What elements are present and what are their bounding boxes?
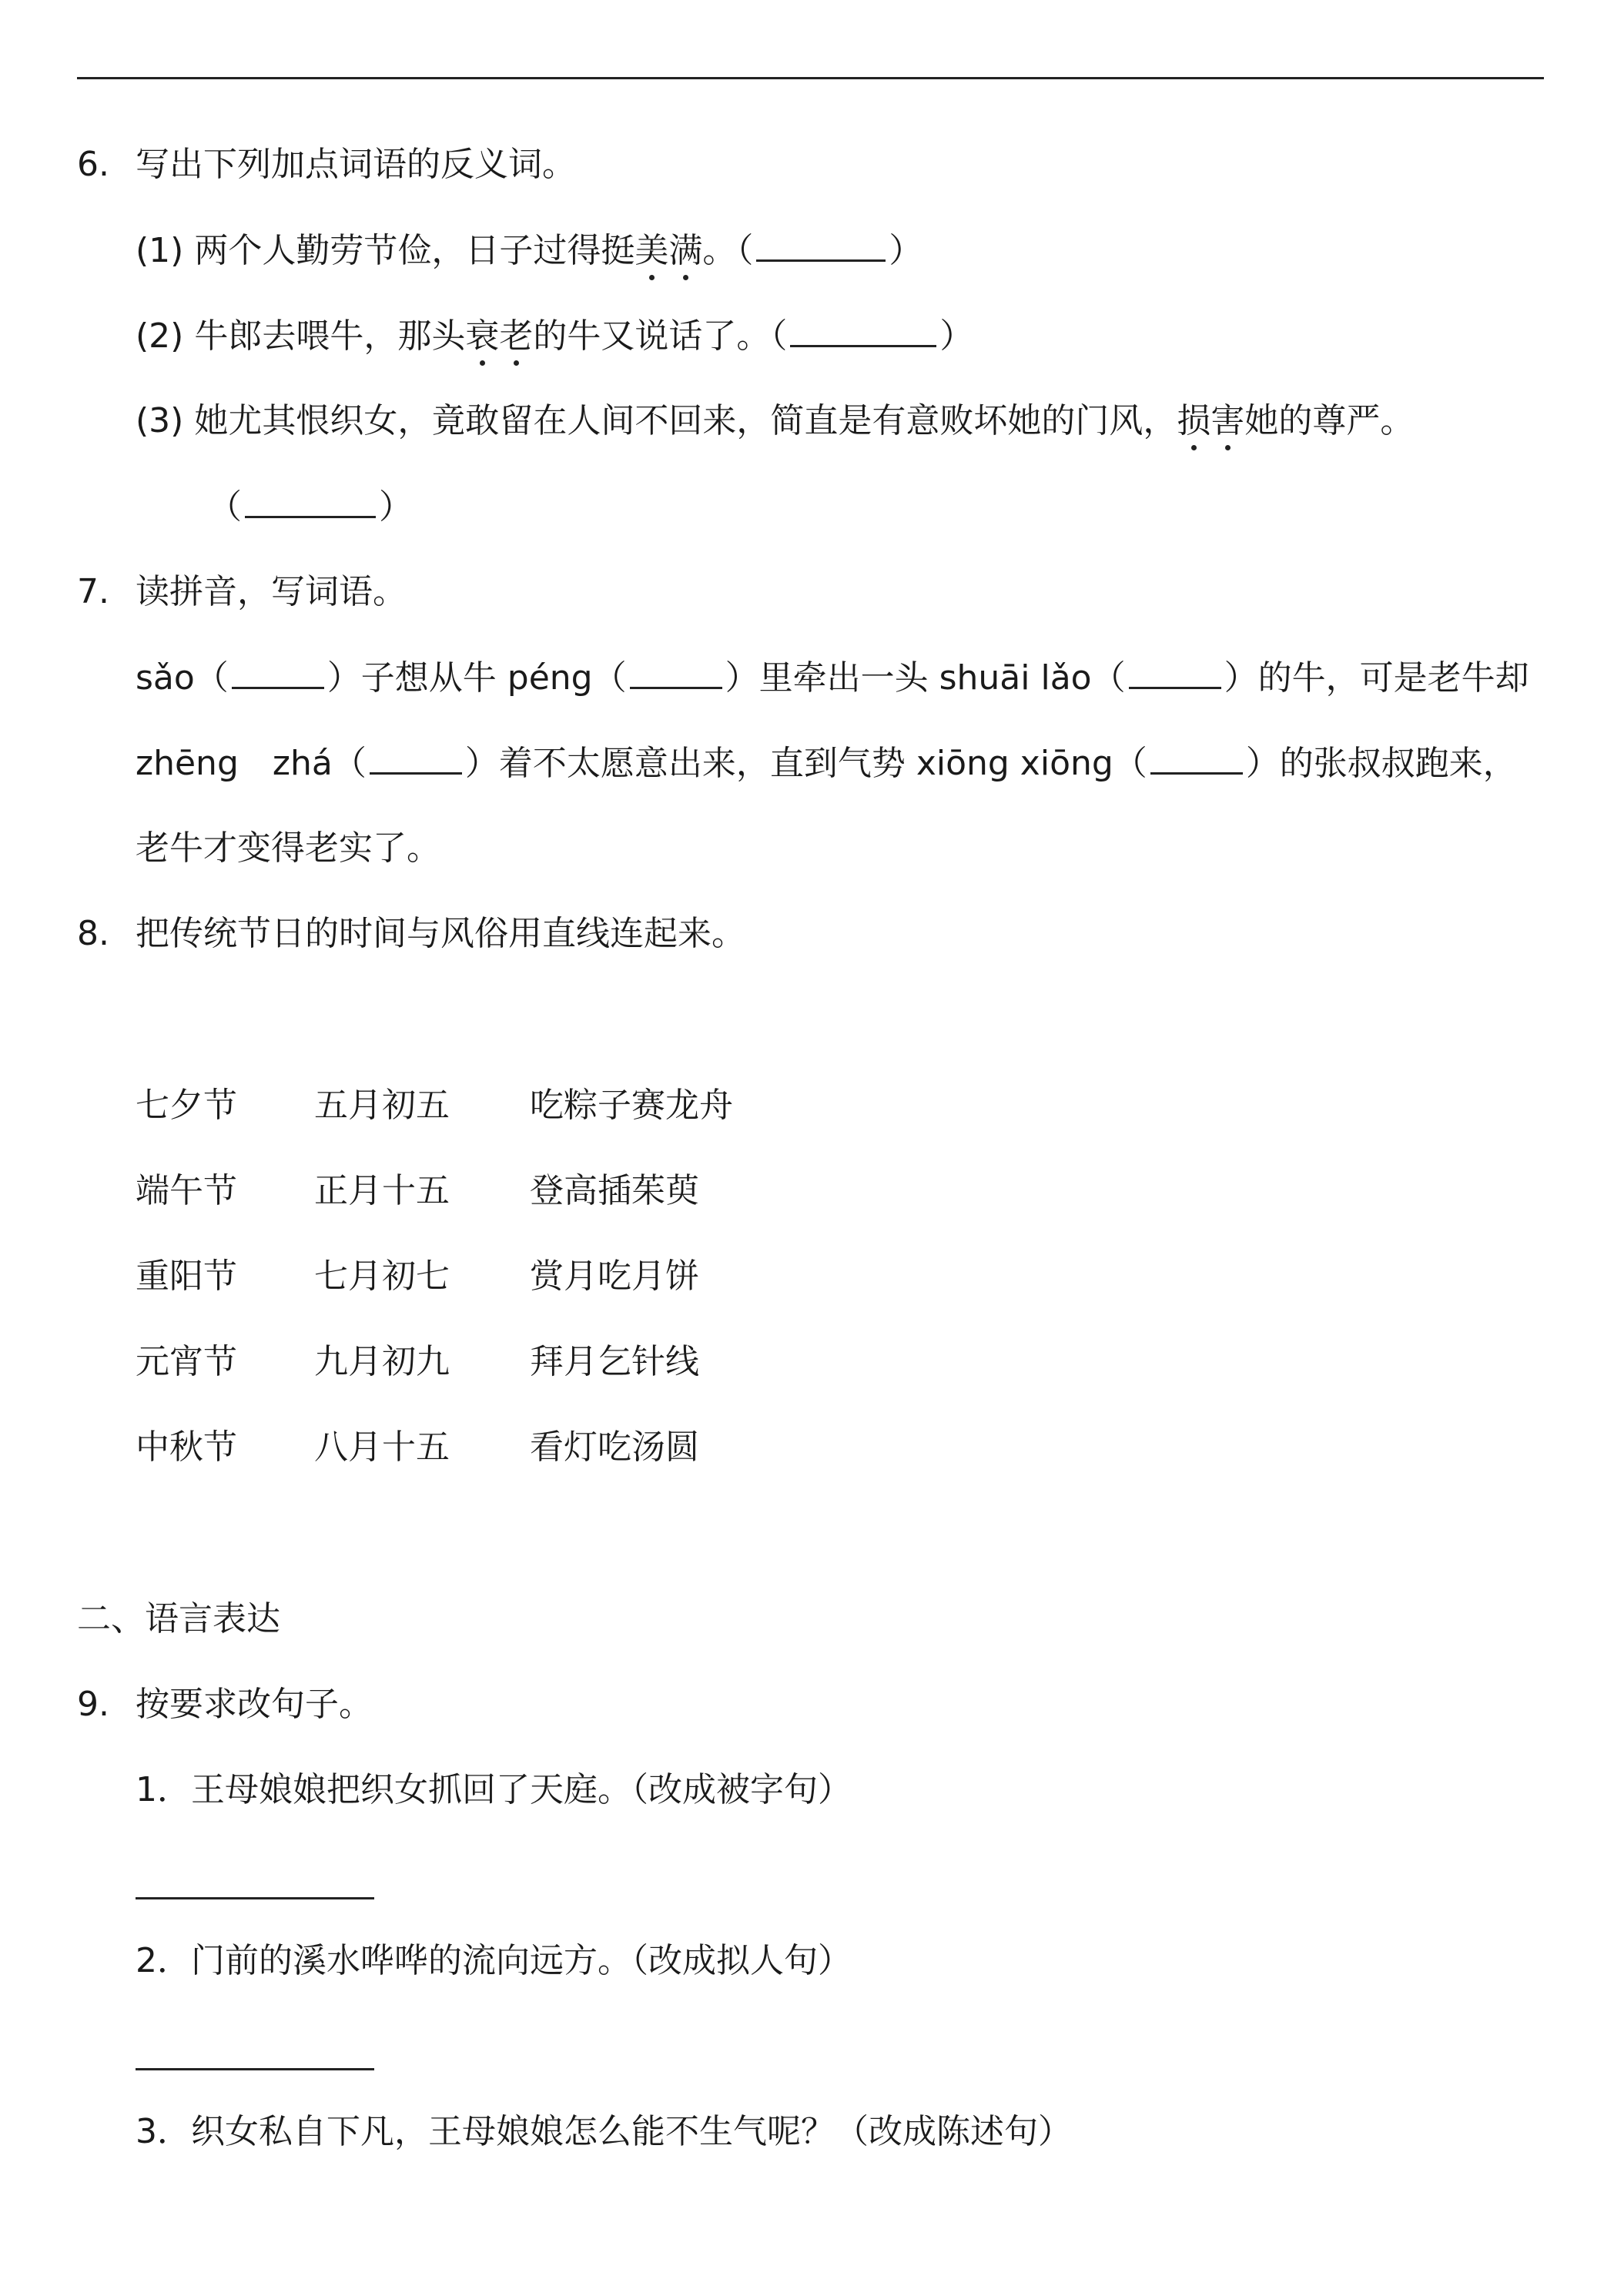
q6-item-1-post: 。（ xyxy=(702,231,754,270)
q8-number: 8. xyxy=(77,914,109,953)
answer-blank[interactable] xyxy=(756,229,886,262)
q7-line-1 xyxy=(136,656,1529,700)
festival-name[interactable]: 端午节 xyxy=(136,1171,237,1210)
pinyin-text: ）的张叔叔跑来， xyxy=(1245,744,1517,783)
festival-custom[interactable]: 拜月乞针线 xyxy=(530,1342,699,1381)
q9-prompt: 按要求改句子。 xyxy=(136,1685,373,1724)
festival-custom[interactable]: 赏月吃月饼 xyxy=(530,1257,699,1296)
q6-prompt: 写出下列加点词语的反义词。 xyxy=(136,145,576,184)
festival-name[interactable]: 元宵节 xyxy=(136,1342,237,1381)
answer-blank[interactable] xyxy=(370,741,462,775)
dotted-char: 美 xyxy=(635,229,668,273)
q6-item-1-close: ） xyxy=(889,231,923,270)
answer-blank[interactable] xyxy=(630,656,722,689)
q9-item-2: 2．门前的溪水哗哗的流向远方。（改成拟人句） xyxy=(136,1941,852,1980)
festival-row xyxy=(136,1084,733,1127)
q6-item-2-label: (2) xyxy=(136,316,184,356)
answer-blank[interactable] xyxy=(1150,741,1243,775)
festival-custom[interactable]: 登高插茱萸 xyxy=(530,1171,699,1210)
dotted-char: 害 xyxy=(1210,400,1244,443)
festival-date[interactable]: 正月十五 xyxy=(314,1171,450,1210)
pinyin-text: ）的牛，可是老牛却 xyxy=(1224,658,1529,698)
q6-item-1-pre: 两个人勤劳节俭，日子过得挺 xyxy=(194,231,635,270)
q9-heading xyxy=(77,1683,373,1726)
q8-heading xyxy=(77,912,745,956)
top-rule xyxy=(77,77,1544,79)
q6-item-3-pre: 她尤其恨织女，竟敢留在人间不回来，简直是有意败坏她的门风， xyxy=(194,401,1177,440)
dotted-char: 损 xyxy=(1177,400,1210,443)
festival-name[interactable]: 重阳节 xyxy=(136,1257,237,1296)
festival-row xyxy=(136,1255,699,1298)
q6-item-2-post: 的牛又说话了。（ xyxy=(533,316,788,356)
q6-item-3-answer xyxy=(208,485,413,529)
q9-item-3: 3．织女私自下凡，王母娘娘怎么能不生气呢？（改成陈述句） xyxy=(136,2112,1072,2151)
section-title: 二、语言表达 xyxy=(77,1599,280,1638)
q6-item-1 xyxy=(136,229,922,273)
festival-name[interactable]: 七夕节 xyxy=(136,1086,237,1125)
answer-line[interactable] xyxy=(136,1897,374,1899)
q9-item-1: 1．王母娘娘把织女抓回了天庭。（改成被字句） xyxy=(136,1770,852,1809)
dotted-char: 老 xyxy=(499,315,533,358)
answer-blank[interactable] xyxy=(1129,656,1221,689)
festival-date[interactable]: 七月初七 xyxy=(314,1257,450,1296)
q7-number: 7. xyxy=(77,572,109,611)
answer-blank[interactable] xyxy=(232,656,324,689)
q9-number: 9. xyxy=(77,1685,109,1724)
pinyin-text: ）着不太愿意出来，直到气势 xiōng xiōng（ xyxy=(464,744,1147,783)
q6-item-3-post: 她的尊严。 xyxy=(1244,401,1415,440)
q7-prompt: 读拼音，写词语。 xyxy=(136,572,407,611)
q7-line-2 xyxy=(136,741,1517,785)
festival-name[interactable]: 中秋节 xyxy=(136,1427,237,1467)
pinyin-text: sǎo（ xyxy=(136,658,229,698)
answer-blank[interactable] xyxy=(245,485,376,518)
q6-item-3-label: (3) xyxy=(136,401,184,440)
festival-date[interactable]: 八月十五 xyxy=(314,1427,450,1467)
q7-line-3: 老牛才变得老实了。 xyxy=(136,828,440,868)
festival-row xyxy=(136,1426,699,1469)
festival-custom[interactable]: 看灯吃汤圆 xyxy=(530,1427,699,1467)
q7-heading xyxy=(77,571,407,614)
festival-date[interactable]: 九月初九 xyxy=(314,1342,450,1381)
pinyin-text: zhēng zhá（ xyxy=(136,744,367,783)
pinyin-text: ）子想从牛 péng（ xyxy=(326,658,627,698)
q8-prompt: 把传统节日的时间与风俗用直线连起来。 xyxy=(136,914,745,953)
q6-item-2-close: ） xyxy=(939,316,974,356)
close-paren: ） xyxy=(379,487,413,527)
q6-item-3 xyxy=(136,400,1414,443)
q6-item-2 xyxy=(136,314,973,358)
answer-line[interactable] xyxy=(136,2068,374,2070)
festival-row xyxy=(136,1340,699,1384)
q6-number: 6. xyxy=(77,145,109,184)
answer-blank[interactable] xyxy=(790,314,936,347)
festival-custom[interactable]: 吃粽子赛龙舟 xyxy=(530,1086,733,1125)
dotted-char: 衰 xyxy=(465,315,499,358)
q6-item-1-label: (1) xyxy=(136,231,184,270)
pinyin-text: ）里牵出一头 shuāi lǎo（ xyxy=(725,658,1126,698)
festival-row xyxy=(136,1170,699,1213)
open-paren: （ xyxy=(208,487,242,527)
q6-heading xyxy=(77,143,576,186)
q6-item-2-pre: 牛郎去喂牛，那头 xyxy=(194,316,466,356)
festival-date[interactable]: 五月初五 xyxy=(314,1086,450,1125)
dotted-char: 满 xyxy=(668,229,702,273)
